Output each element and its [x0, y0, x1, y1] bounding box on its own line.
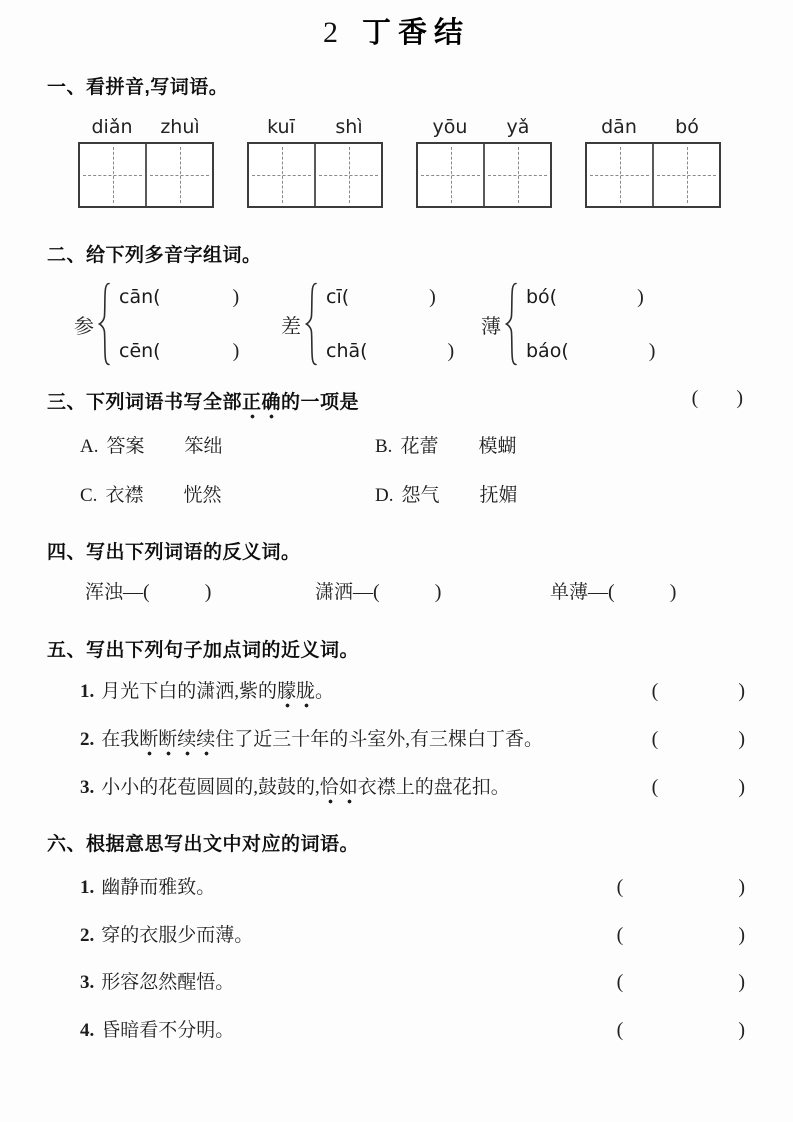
reading-row [526, 340, 655, 363]
option-word: 花蕾 [400, 436, 439, 457]
grid-cell [418, 144, 483, 206]
polyphone-readings [526, 286, 655, 363]
close-paren: ) [648, 339, 656, 362]
item-number: 2. [80, 925, 95, 946]
close-paren: ) [204, 581, 212, 603]
grid-cell [249, 144, 314, 206]
reading-row [526, 286, 655, 309]
section-1-heading: 一、看拼音,写词语。 [47, 77, 229, 98]
option-word: 怨气 [401, 485, 440, 506]
antonym-item [85, 577, 211, 604]
close-paren: ) [232, 339, 240, 362]
option-d [375, 480, 518, 507]
heading-text: 的一项是 [281, 392, 360, 413]
synonym-item [80, 676, 745, 703]
lesson-title [0, 10, 793, 51]
pinyin-syllable: yōu [432, 116, 468, 138]
synonym-item [80, 724, 745, 751]
close-paren: ) [669, 581, 677, 603]
open-paren: ( [651, 728, 659, 750]
section-6-heading: 六、根据意思写出文中对应的词语。 [47, 834, 360, 855]
polyphone-char: 薄 [481, 315, 501, 338]
close-paren: ) [637, 285, 644, 308]
section-2-heading: 二、给下列多音字组词。 [47, 245, 262, 266]
antonym-item [315, 577, 441, 604]
option-word: 衣襟 [105, 485, 144, 506]
definition-segment: 形容忽然醒悟。 [101, 972, 235, 993]
brace-icon [97, 282, 112, 366]
answer-parens [652, 728, 745, 751]
pinyin-labels [247, 116, 383, 142]
definition-text [80, 967, 234, 994]
close-paren: ) [738, 776, 745, 798]
reading-row [119, 286, 239, 309]
definition-text [80, 872, 215, 899]
sentence-segment: 在我 [101, 729, 140, 750]
option-c [80, 480, 221, 507]
close-paren: ) [738, 680, 745, 702]
sentence-segment: 月光下白的潇洒,紫的 [101, 681, 278, 702]
open-paren: ( [616, 924, 624, 946]
option-word: 答案 [106, 436, 145, 457]
open-paren: ( [616, 971, 624, 993]
option-word: 模蝴 [478, 436, 517, 457]
pinyin-syllable: yǎ [506, 116, 530, 138]
writing-grid [416, 142, 552, 208]
option-letter: A. [80, 436, 99, 457]
antonym-word: 单薄 [550, 582, 589, 603]
option-word: 抚媚 [479, 485, 518, 506]
grid-cell [652, 144, 719, 206]
reading-pinyin: cī( [326, 285, 350, 308]
definition-item [80, 1015, 745, 1042]
dash-open-paren: —( [123, 581, 150, 603]
dash-open-paren: —( [353, 581, 380, 603]
option-letter: B. [375, 436, 393, 457]
section-5-heading: 五、写出下列句子加点词的近义词。 [47, 640, 360, 661]
definition-item [80, 967, 745, 994]
polyphone-char: 参 [74, 315, 94, 338]
brace-icon [504, 282, 519, 366]
option-letter: D. [375, 485, 394, 506]
definition-item [80, 920, 745, 947]
reading-row [326, 286, 454, 309]
option-b [375, 431, 516, 458]
polyphone-char: 差 [281, 315, 301, 338]
antonym-word: 潇洒 [315, 582, 354, 603]
lesson-number: 2 [322, 16, 338, 49]
close-paren: ) [738, 971, 745, 993]
pinyin-syllable: dān [601, 116, 637, 138]
heading-dotted-text: 正确 [242, 392, 281, 420]
pinyin-syllable: bó [675, 116, 699, 138]
close-paren: ) [736, 387, 743, 409]
reading-pinyin: bó( [526, 285, 558, 308]
writing-grid [78, 142, 214, 208]
answer-parens [617, 924, 745, 947]
grid-cell [145, 144, 212, 206]
pinyin-box-danbo [585, 116, 721, 208]
answer-parens [652, 776, 745, 799]
close-paren: ) [429, 285, 436, 308]
polyphone-group-cha [281, 282, 454, 366]
grid-cell [80, 144, 145, 206]
sentence-segment: 。 [315, 681, 335, 702]
option-word: 笨绌 [184, 436, 223, 457]
pinyin-grid-row [78, 116, 721, 208]
choice-options [80, 431, 740, 521]
answer-parens [652, 680, 745, 703]
pinyin-syllable: diǎn [91, 116, 133, 138]
section-4-heading: 四、写出下列词语的反义词。 [47, 542, 301, 563]
polyphone-readings [326, 286, 454, 363]
close-paren: ) [447, 339, 455, 362]
section-3-heading [47, 387, 359, 414]
dotted-word: 朦胧 [277, 681, 315, 709]
answer-parens [692, 387, 743, 410]
item-number: 3. [80, 777, 95, 798]
close-paren: ) [232, 285, 240, 308]
definition-segment: 穿的衣服少而薄。 [101, 925, 254, 946]
antonym-word: 浑浊 [85, 582, 124, 603]
polyphone-readings [119, 286, 239, 363]
answer-parens [617, 971, 745, 994]
definition-segment: 幽静而雅致。 [101, 877, 216, 898]
item-number: 2. [80, 729, 95, 750]
open-paren: ( [691, 387, 699, 409]
close-paren: ) [738, 1019, 745, 1041]
pinyin-box-kuishi [247, 116, 383, 208]
item-number: 1. [80, 681, 95, 702]
reading-row [119, 340, 239, 363]
item-number: 1. [80, 877, 95, 898]
item-number: 3. [80, 972, 95, 993]
heading-text: 三、下列词语书写全部 [47, 392, 243, 413]
answer-parens [617, 876, 745, 899]
polyphone-group-bo [481, 282, 655, 366]
writing-grid [585, 142, 721, 208]
reading-pinyin: cēn( [119, 339, 161, 362]
writing-grid [247, 142, 383, 208]
close-paren: ) [738, 924, 745, 946]
pinyin-box-dianzhui [78, 116, 214, 208]
reading-pinyin: báo( [526, 339, 569, 362]
grid-cell [314, 144, 381, 206]
option-word: 恍然 [183, 485, 222, 506]
antonym-item [550, 577, 676, 604]
definition-segment: 昏暗看不分明。 [101, 1020, 235, 1041]
reading-row [326, 340, 454, 363]
pinyin-syllable: shì [335, 116, 363, 138]
dash-open-paren: —( [588, 581, 615, 603]
pinyin-labels [585, 116, 721, 142]
section-3-heading-row [47, 387, 743, 414]
polyphone-group-can [74, 282, 239, 366]
open-paren: ( [651, 680, 659, 702]
close-paren: ) [738, 876, 745, 898]
item-number: 4. [80, 1020, 95, 1041]
answer-parens [617, 1019, 745, 1042]
pinyin-labels [78, 116, 214, 142]
sentence-text [80, 772, 510, 799]
open-paren: ( [616, 876, 624, 898]
reading-pinyin: chā( [326, 339, 368, 362]
sentence-text [80, 724, 543, 751]
definition-text [80, 1015, 234, 1042]
pinyin-syllable: kuī [267, 116, 295, 138]
pinyin-box-youya [416, 116, 552, 208]
pinyin-syllable: zhuì [160, 116, 200, 138]
sentence-text [80, 676, 334, 703]
lesson-name: 丁香结 [361, 17, 470, 49]
close-paren: ) [738, 728, 745, 750]
close-paren: ) [434, 581, 442, 603]
option-a [80, 431, 223, 458]
grid-cell [483, 144, 550, 206]
open-paren: ( [651, 776, 659, 798]
dotted-word: 断断续续 [139, 729, 215, 757]
sentence-segment: 衣襟上的盘花扣。 [357, 777, 510, 798]
synonym-item [80, 772, 745, 799]
grid-cell [587, 144, 652, 206]
sentence-segment: 住了近三十年的斗室外,有三棵白丁香。 [215, 729, 544, 750]
definition-text [80, 920, 253, 947]
dotted-word: 恰如 [320, 777, 358, 805]
definition-item [80, 872, 745, 899]
brace-icon [304, 282, 319, 366]
open-paren: ( [616, 1019, 624, 1041]
sentence-segment: 小小的花苞圆圆的,鼓鼓的, [101, 777, 320, 798]
reading-pinyin: cān( [119, 285, 161, 308]
option-letter: C. [80, 485, 98, 506]
pinyin-labels [416, 116, 552, 142]
